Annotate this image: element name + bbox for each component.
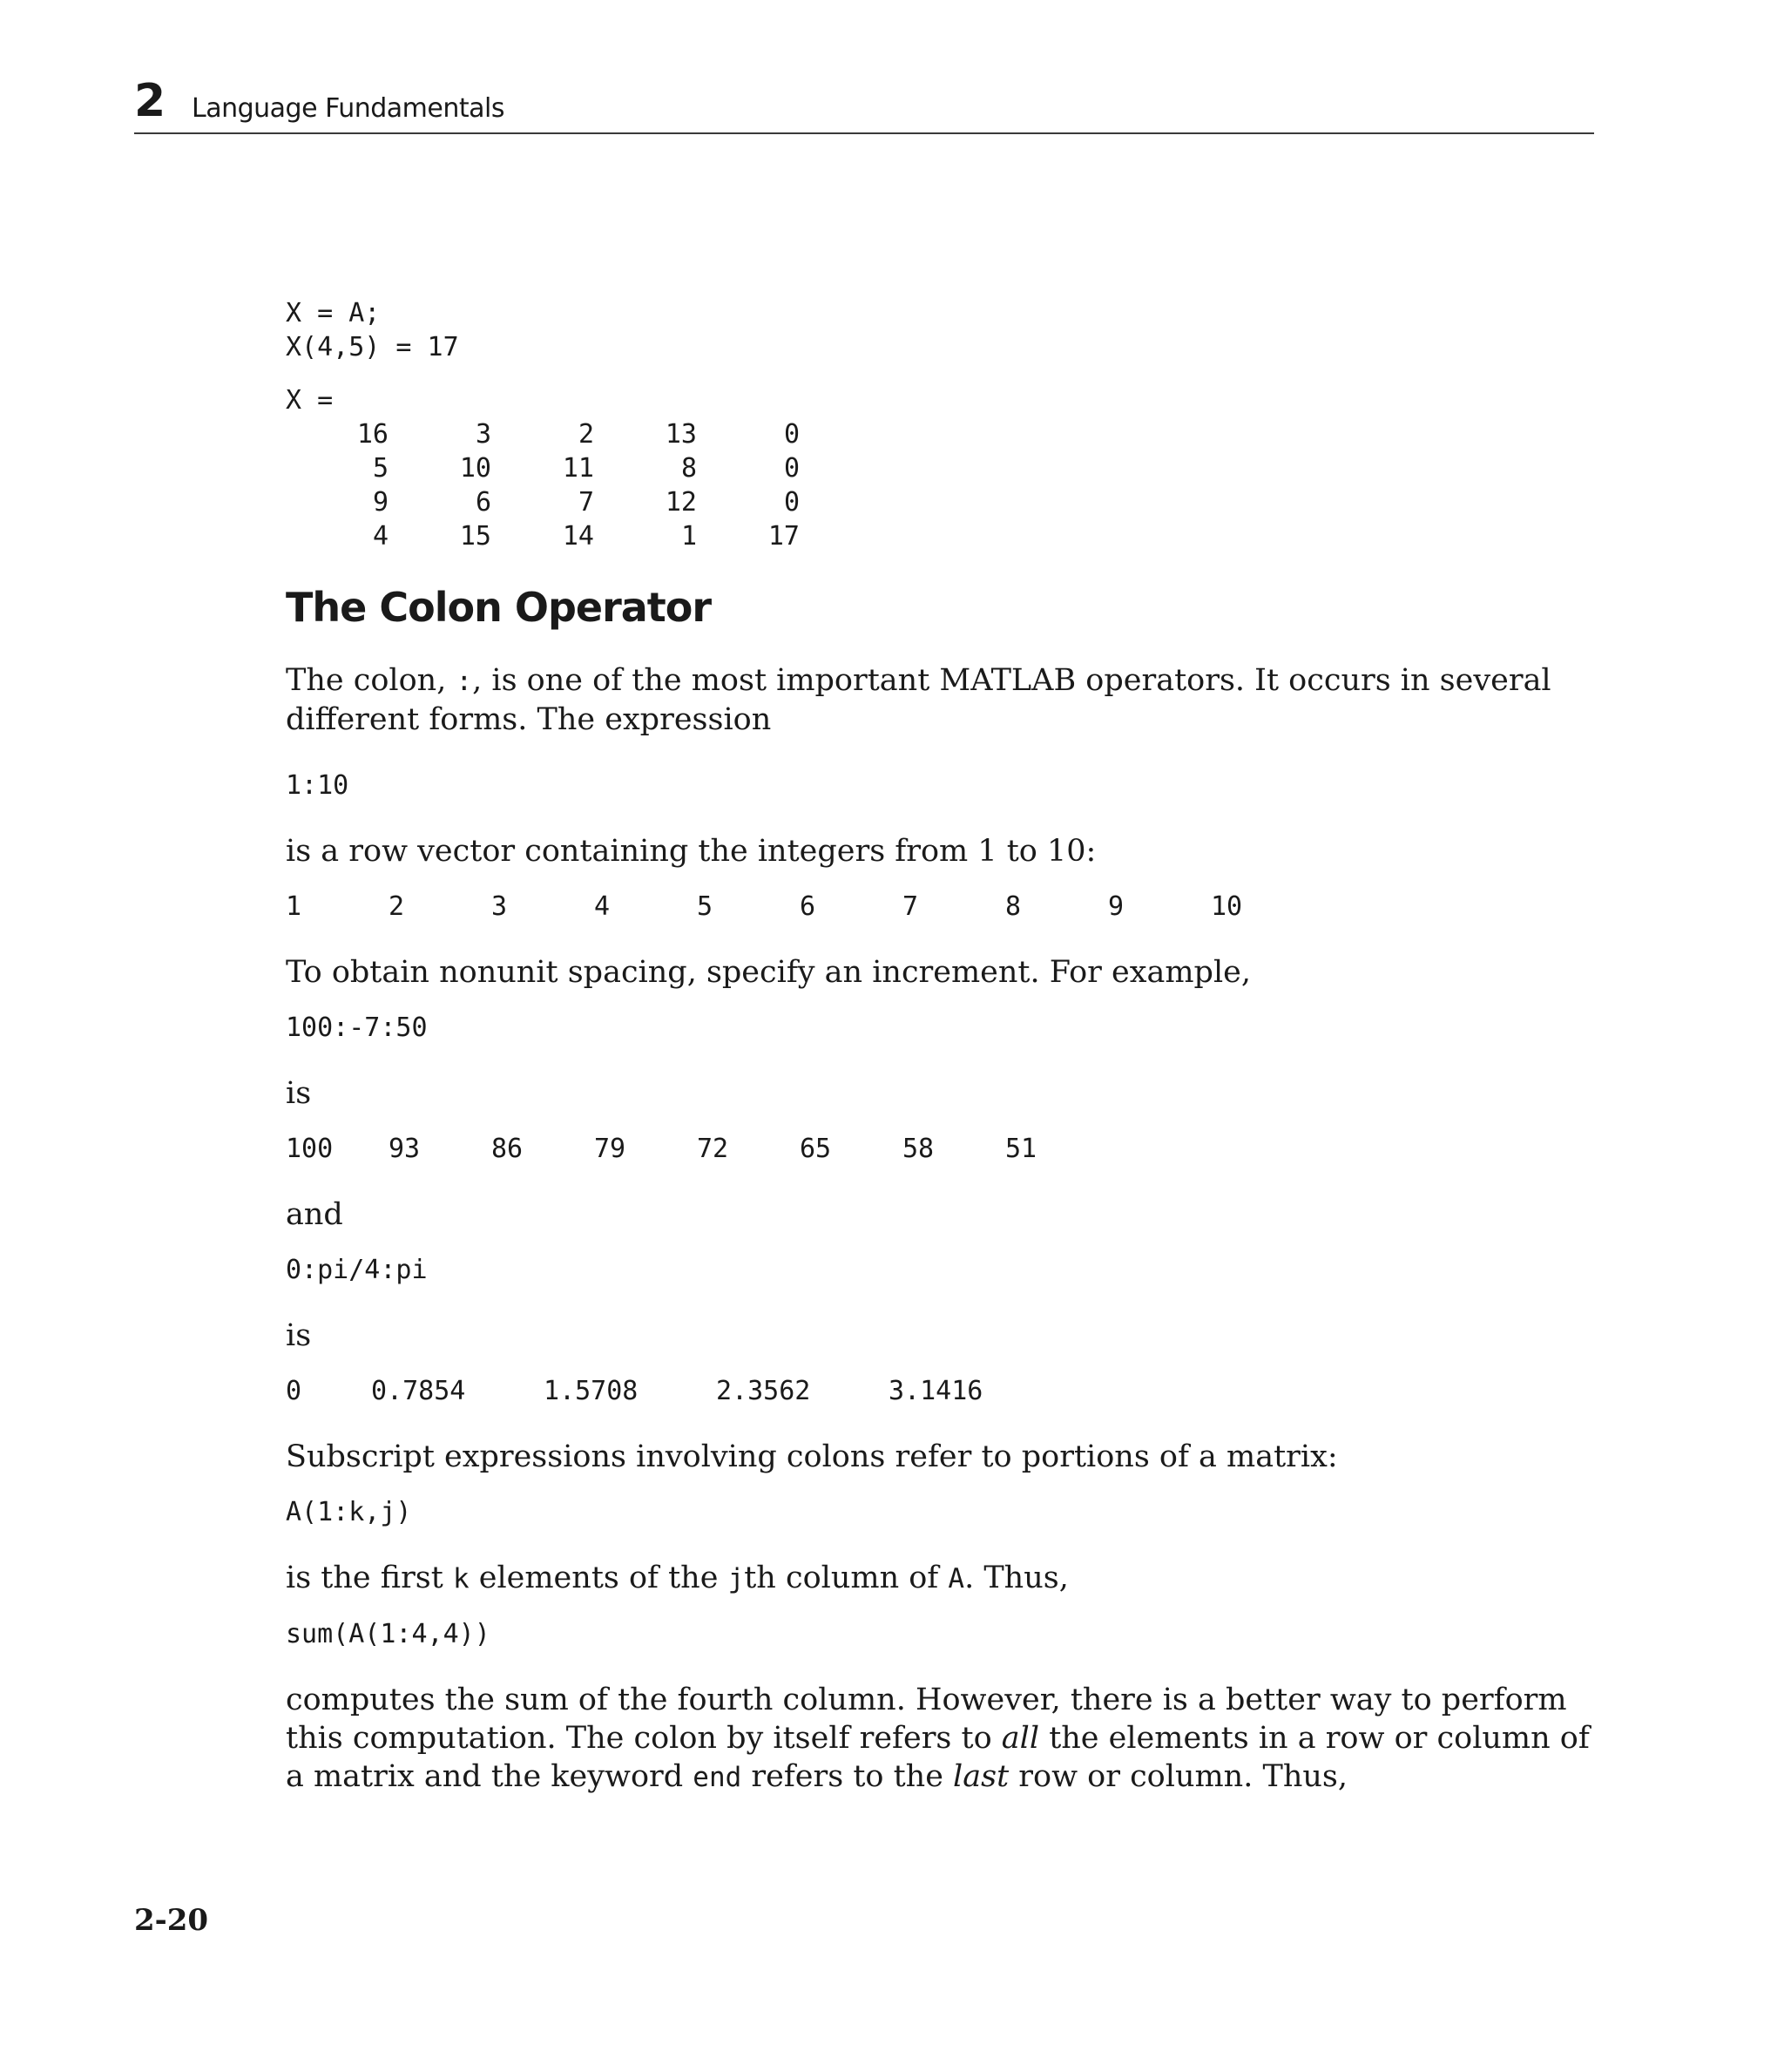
matrix-cell: 7 bbox=[578, 487, 594, 518]
paragraph: is bbox=[286, 1318, 312, 1353]
vector-value: 10 bbox=[1211, 891, 1243, 922]
paragraph: is a row vector containing the integers from 1 to 10: bbox=[286, 834, 1097, 869]
matrix-cell: 11 bbox=[562, 453, 594, 484]
text-run: is the first bbox=[286, 1561, 453, 1595]
vector-value: 2 bbox=[389, 891, 405, 922]
matrix-cell: 12 bbox=[665, 487, 697, 518]
text-run: computes the sum of the fourth column. However, there is a better way to perform this computation. The colon by itself refers to bbox=[286, 1683, 1567, 1756]
code-line: sum(A(1:4,4)) bbox=[286, 1619, 490, 1649]
code-line: A(1:k,j) bbox=[286, 1497, 412, 1527]
matrix-cell: 15 bbox=[459, 521, 491, 552]
vector-value: 3.1416 bbox=[889, 1376, 983, 1406]
running-header bbox=[134, 75, 1594, 134]
matrix-cell: 0 bbox=[783, 453, 800, 484]
matrix-cell: 4 bbox=[372, 521, 389, 552]
matrix-cell: 9 bbox=[372, 487, 389, 518]
text-run: refers to the bbox=[741, 1759, 954, 1794]
vector-value: 79 bbox=[594, 1134, 626, 1164]
paragraph: is bbox=[286, 1076, 312, 1111]
vector-value: 3 bbox=[491, 891, 508, 922]
inline-code: j bbox=[727, 1563, 745, 1595]
code-line: X(4,5) = 17 bbox=[286, 332, 459, 362]
code-line: 0:pi/4:pi bbox=[286, 1255, 428, 1285]
text-run: th column of bbox=[744, 1561, 949, 1595]
text-run: , is one of the most important MATLAB operators. It occurs in several different forms. The expression bbox=[286, 663, 1551, 737]
matrix-cell: 5 bbox=[372, 453, 389, 484]
matrix-cell: 1 bbox=[680, 521, 697, 552]
matrix-cell: 0 bbox=[783, 419, 800, 450]
vector-value: 86 bbox=[491, 1134, 524, 1164]
inline-code: A bbox=[948, 1563, 965, 1595]
paragraph: and bbox=[286, 1197, 343, 1232]
vector-value: 9 bbox=[1108, 891, 1125, 922]
section-heading: The Colon Operator bbox=[286, 584, 712, 631]
text-run: elements of the bbox=[469, 1561, 728, 1595]
paragraph bbox=[286, 1559, 1592, 1598]
matrix-label: X = bbox=[286, 385, 334, 416]
text-run: . Thus, bbox=[964, 1561, 1069, 1595]
code-line: X = A; bbox=[286, 298, 381, 328]
vector-output bbox=[286, 1374, 1592, 1408]
text-run: the elements in a row or column of a matrix and the keyword bbox=[286, 1721, 1590, 1794]
inline-code: k bbox=[452, 1563, 470, 1595]
paragraph: To obtain nonunit spacing, specify an increment. For example, bbox=[286, 955, 1251, 990]
vector-value: 100 bbox=[286, 1134, 334, 1164]
vector-value: 1.5708 bbox=[544, 1376, 639, 1406]
matrix-cell: 3 bbox=[475, 419, 491, 450]
matrix-output bbox=[286, 417, 1592, 553]
text-run: The colon, bbox=[286, 663, 456, 698]
vector-output bbox=[286, 1132, 1592, 1166]
code-line: 1:10 bbox=[286, 770, 349, 801]
vector-value: 72 bbox=[697, 1134, 729, 1164]
vector-output bbox=[286, 890, 1592, 924]
vector-value: 7 bbox=[902, 891, 919, 922]
matrix-cell: 0 bbox=[783, 487, 800, 518]
vector-value: 0.7854 bbox=[371, 1376, 466, 1406]
inline-code: end bbox=[693, 1762, 742, 1793]
page-number: 2-20 bbox=[134, 1903, 209, 1938]
inline-code: : bbox=[456, 666, 473, 697]
chapter-title: Language Fundamentals bbox=[192, 93, 504, 124]
matrix-cell: 16 bbox=[356, 419, 389, 450]
vector-value: 93 bbox=[389, 1134, 421, 1164]
matrix-cell: 6 bbox=[475, 487, 491, 518]
vector-value: 5 bbox=[697, 891, 713, 922]
matrix-cell: 17 bbox=[767, 521, 800, 552]
emphasis: last bbox=[953, 1759, 1010, 1794]
matrix-cell: 10 bbox=[459, 453, 491, 484]
vector-value: 2.3562 bbox=[716, 1376, 811, 1406]
matrix-cell: 8 bbox=[680, 453, 697, 484]
vector-value: 0 bbox=[286, 1376, 302, 1406]
text-run: row or column. Thus, bbox=[1009, 1759, 1348, 1794]
paragraph: Subscript expressions involving colons refer to portions of a matrix: bbox=[286, 1439, 1338, 1474]
matrix-cell: 14 bbox=[562, 521, 594, 552]
vector-value: 65 bbox=[800, 1134, 832, 1164]
vector-value: 6 bbox=[800, 891, 816, 922]
vector-value: 1 bbox=[286, 891, 302, 922]
vector-value: 8 bbox=[1005, 891, 1022, 922]
page-content bbox=[286, 296, 1592, 1797]
emphasis: all bbox=[1001, 1721, 1040, 1756]
paragraph bbox=[286, 1681, 1592, 1797]
vector-value: 58 bbox=[902, 1134, 935, 1164]
chapter-number: 2 bbox=[134, 75, 166, 127]
vector-value: 4 bbox=[594, 891, 611, 922]
paragraph bbox=[286, 661, 1592, 739]
code-line: 100:-7:50 bbox=[286, 1012, 428, 1043]
matrix-cell: 2 bbox=[578, 419, 594, 450]
vector-value: 51 bbox=[1005, 1134, 1037, 1164]
matrix-cell: 13 bbox=[665, 419, 697, 450]
